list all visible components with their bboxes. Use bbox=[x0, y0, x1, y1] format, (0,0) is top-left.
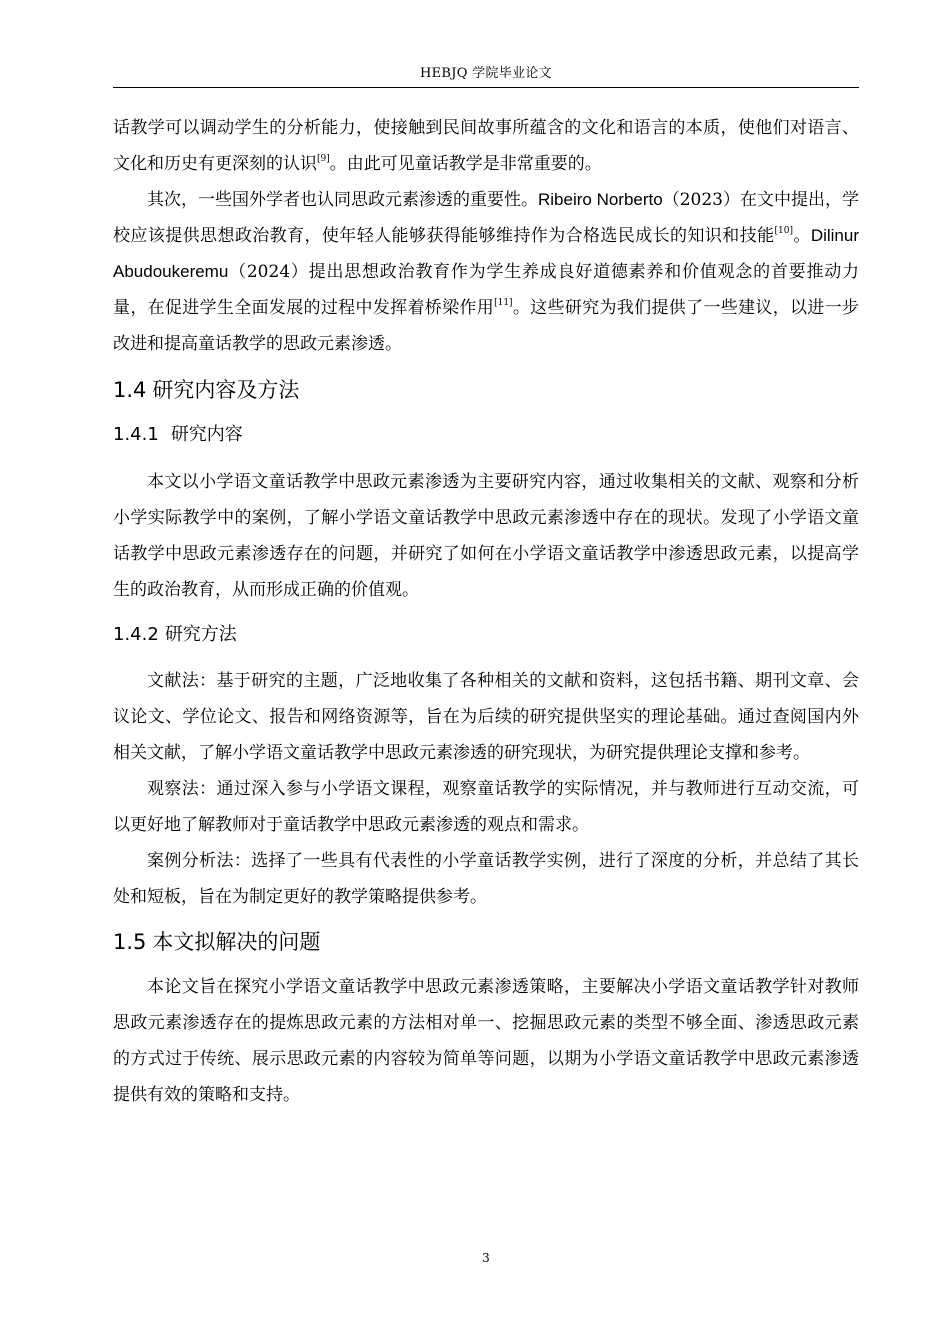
section-number: 1.4.2 bbox=[113, 624, 159, 645]
page-number: 3 bbox=[482, 1251, 490, 1265]
citation-ref: [10] bbox=[774, 226, 793, 236]
section-number: 1.4.1 bbox=[113, 424, 159, 445]
paragraph-text: （2024）提出思想政治教育作为学生养成良好道德素养和价值观念的首要推动力量，在促进学生全面发展的过程中发挥着桥梁作用 bbox=[113, 262, 859, 318]
paragraph-text: 。 bbox=[793, 226, 811, 246]
paragraph-text: 。由此可见童话教学是非常重要的。 bbox=[329, 154, 602, 174]
running-header: HEBJQ 学院毕业论文 bbox=[420, 66, 552, 81]
section-heading-1-5 bbox=[113, 927, 859, 957]
header-rule bbox=[113, 87, 859, 88]
paragraph-method-literature: 文献法：基于研究的主题，广泛地收集了各种相关的文献和资料，这包括书籍、期刊文章、会议论文、学位论文、报告和网络资源等，旨在为后续的研究提供坚实的理论基础。通过查阅国内外相关文献，了解小学语文童话教学中思政元素渗透的研究现状，为研究提供理论支撑和参考。 bbox=[113, 671, 859, 763]
section-heading-1-4 bbox=[113, 375, 859, 405]
paragraph-text: 其次，一些国外学者也认同思政元素渗透的重要性。 bbox=[147, 190, 538, 210]
section-title: 本文拟解决的问题 bbox=[152, 930, 321, 954]
page-body bbox=[113, 110, 859, 1113]
citation-ref: [9] bbox=[317, 154, 330, 164]
paragraph-method-case-analysis: 案例分析法：选择了一些具有代表性的小学童话教学实例，进行了深度的分析，并总结了其长处和短板，旨在为制定更好的教学策略提供参考。 bbox=[113, 851, 859, 907]
section-title: 研究方法 bbox=[164, 624, 237, 645]
paragraph-research-content: 本文以小学语文童话教学中思政元素渗透为主要研究内容，通过收集相关的文献、观察和分析小学实际教学中的案例，了解小学语文童话教学中思政元素渗透中存在的现状。发现了小学语文童话教学中思政元素渗透存在的问题，并研究了如何在小学语文童话教学中渗透思政元素，以提高学生的政治教育，从而形成正确的价值观。 bbox=[113, 472, 859, 600]
paragraph-problems-to-solve: 本论文旨在探究小学语文童话教学中思政元素渗透策略，主要解决小学语文童话教学针对教师思政元素渗透存在的提炼思政元素的方法相对单一、挖掘思政元素的类型不够全面、渗透思政元素的方式过于传统、展示思政元素的内容较为简单等问题，以期为小学语文童话教学中思政元素渗透提供有效的策略和支持。 bbox=[113, 977, 859, 1105]
subsection-heading-1-4-2 bbox=[113, 620, 859, 650]
section-number: 1.4 bbox=[113, 378, 147, 402]
paragraph-continued bbox=[113, 110, 859, 182]
paragraph-text: 。这些研究为我们提供了一些建议，以进一步改进和提高童话教学的思政元素渗透。 bbox=[113, 298, 860, 354]
paragraph-text: 话教学可以调动学生的分析能力，使接触到民间故事所蕴含的文化和语言的本质，使他们对语言、文化和历史有更深刻的认识 bbox=[113, 118, 859, 174]
subsection-heading-1-4-1 bbox=[113, 420, 859, 450]
citation-ref: [11] bbox=[494, 298, 513, 308]
paragraph-foreign-scholars bbox=[113, 182, 859, 362]
paragraph-text: （2023）在文中提出，学校应该提供思想政治教育，使年轻人能够获得能够维持作为合格选民成长的知识和技能 bbox=[113, 190, 859, 246]
paragraph-method-observation: 观察法：通过深入参与小学语文课程，观察童话教学的实际情况，并与教师进行互动交流，可以更好地了解教师对于童话教学中思政元素渗透的观点和需求。 bbox=[113, 779, 859, 835]
section-title: 研究内容及方法 bbox=[152, 378, 300, 402]
section-number: 1.5 bbox=[113, 930, 147, 954]
author-name: Dilinur Abudoukeremu bbox=[113, 226, 860, 281]
author-name: Ribeiro Norberto bbox=[538, 190, 663, 209]
section-title: 研究内容 bbox=[170, 424, 243, 445]
